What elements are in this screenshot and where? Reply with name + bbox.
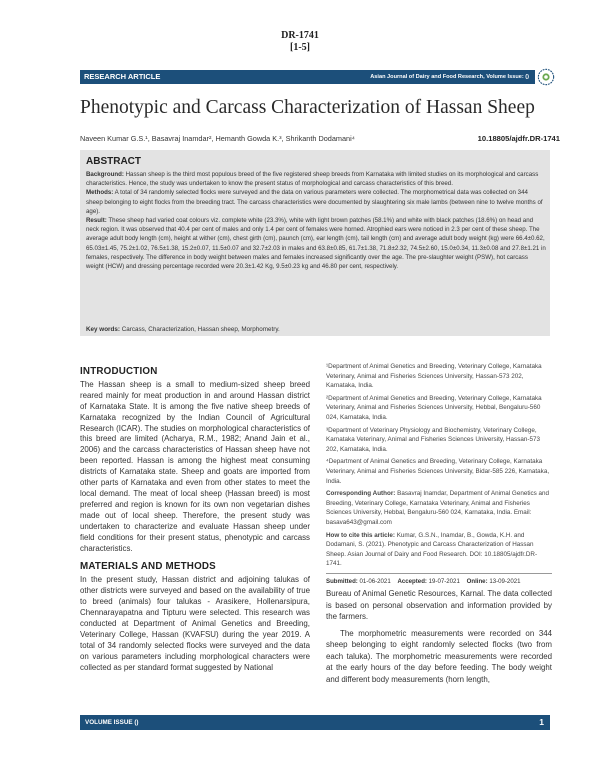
cite-text: Kumar, G.S.N., Inamdar, B., Gowda, K.H. and Dodamani, S. (2021). Phenotypic and Carcass Characterization of Hassan Sheep. Asian Journal of Dairy and Food Research. DOI: 10.18805/ajdfr.DR-1741. — [326, 531, 538, 568]
background-text: Hassan sheep is the third most populous breed of the five registered sheep breeds from Karnataka with limited studies on its morphological and carcass characteristics. Hence, the study was undertaken to know the present status of morphological and carcass characteristics of this breed. — [86, 171, 539, 188]
body-paragraph-1: Bureau of Animal Genetic Resources, Karnal. The data collected is based on personal observation and information provided by the farmers. — [326, 589, 552, 621]
page-range: [1-5] — [290, 42, 310, 53]
corresponding-author — [326, 489, 552, 527]
intro-heading: INTRODUCTION — [80, 366, 158, 377]
page-number: 1 — [539, 717, 544, 727]
affiliation-2: ²Department of Animal Genetics and Breeding, Veterinary College, Karnataka Veterinary, Animal and Fisheries Sciences University, Hebbal, Bengaluru-560 024, Karnataka, India. — [326, 394, 542, 421]
methods-heading: MATERIALS AND METHODS — [80, 561, 216, 573]
methods-text: A total of 34 randomly selected flocks were surveyed and the data on various parameters were collected. The morphometrical data was collected on 344 sheep belonging to eight flocks from the breeding tract. The carcass characteristics were documented by slaughtering six male lambs (between nine to twelve months of age). — [86, 189, 543, 215]
journal-name: Asian Journal of Dairy and Food Research, Volume Issue: () — [370, 74, 529, 80]
submitted-label: Submitted: — [326, 577, 358, 585]
accepted-label: Accepted: — [397, 577, 427, 585]
affiliation-3: ³Department of Veterinary Physiology and Biochemistry, Veterinary College, Karnataka Veterinary, Animal and Fisheries Sciences University, Hassan-573 202, Karnataka, India. — [326, 426, 540, 453]
result-text: These sheep had varied coat colours viz. complete white (23.3%), white with light brown patches (58.1%) and white with black patches (18.6%) on head and neck region. It was observed that 40.4 per cent of males and only 1.4 per cent of females were horned. Atrophied ears were noticed in 2.3 per cent of these sheep. The average adult body length (cm), height at wither (cm), chest girth (cm), paunch (cm), ear length (cm), tail length (cm) and average adult body weight (kg) were 66.4±0.62, 65.03±1.45, 75.2±1.02, 76.5±1.38, 15.2±0.07, 11.5±0.07 and 32.7±2.03 in males and 63.8±0.85, 61.7±1.38, 71.8±2.32, 74.5±2.60, 15.0±0.34, 11.3±0.08 and 27.8±1.21 in females, respectively. The difference in body weight between males and females increased significantly over the age. The pre-slaughter weight (PSW), hot carcass weight (HCW) and dressing percentage recorded were 20.3±1.42 Kg, 9.5±0.23 kg and 46.80 per cent, respectively. — [86, 217, 546, 271]
volume-issue: VOLUME ISSUE () — [85, 719, 139, 726]
methods-label: Methods: — [86, 189, 114, 197]
cite-label: How to cite this article: — [326, 531, 395, 539]
keywords-text: Carcass, Characterization, Hassan sheep, Morphometry. — [121, 326, 280, 333]
abstract-body — [86, 170, 546, 271]
footer-band — [80, 715, 550, 730]
accepted-date: 19-07-2021 — [428, 577, 460, 585]
body-paragraph-2: The morphometric measurements were recorded on 344 sheep belonging to eight randomly selected flocks (two from each taluka). The morphometric measurements were recorded at the early hours of the day before feeding. The body weight and different body measurements (horn length, — [326, 628, 552, 684]
keywords-label: Key words: — [86, 326, 120, 333]
submitted-date: 01-06-2021 — [359, 577, 391, 585]
author-list: Naveen Kumar G.S.¹, Basavraj Inamdar², Hemanth Gowda K.³, Shrikanth Dodamani⁴ — [80, 134, 355, 143]
left-column — [80, 367, 310, 681]
journal-seal-icon — [537, 68, 555, 86]
corresponding-label: Corresponding Author: — [326, 490, 396, 498]
abstract-heading: ABSTRACT — [86, 156, 141, 167]
result-label: Result: — [86, 217, 107, 225]
article-type: RESEARCH ARTICLE — [84, 72, 161, 81]
online-label: Online: — [466, 577, 488, 585]
citation — [326, 531, 552, 569]
right-column-notes — [326, 362, 552, 586]
header-band — [80, 70, 535, 84]
article-title: Phenotypic and Carcass Characterization of Hassan Sheep — [80, 97, 535, 118]
affiliation-1: ¹Department of Animal Genetics and Breeding, Veterinary College, Karnataka Veterinary, Animal and Fisheries Sciences University, Hassan-573 202, Karnataka, India. — [326, 363, 542, 390]
online-date: 13-09-2021 — [489, 577, 521, 585]
methods-text: In the present study, Hassan district and adjoining talukas of other districts were surveyed and based on the availability of true to breed (animals) four talukas - Arasikere, Hollenarsipura, Chennarayapatna and Tipturu were selected. This research was conducted at Department of Animal Genetics and Breeding, Veterinary College, Hassan (KVAFSU) during the year 2019. A total of 34 randomly selected flocks were surveyed and the data on various parameters including morphological characters were collected as per standard format suggested by National — [80, 575, 310, 672]
background-label: Background: — [86, 171, 124, 178]
corresponding-text: Basavraj Inamdar, Department of Animal Genetics and Breeding, Veterinary College, Karnataka Veterinary, Animal and Fisheries Sciences University, Hebbal, Bengaluru-560 024, Karnataka, India. Email: basava643@gmail.com — [326, 490, 550, 526]
doi-link[interactable]: 10.18805/ajdfr.DR-1741 — [477, 134, 560, 143]
keywords — [86, 326, 280, 333]
right-column-body — [326, 588, 552, 690]
dates-line — [326, 573, 552, 587]
document-id — [0, 30, 600, 54]
affiliation-4: ⁴Department of Animal Genetics and Breeding, Veterinary College, Karnataka Veterinary, Animal and Fisheries Sciences University, Bidar-585 226, Karnataka, India. — [326, 458, 550, 485]
intro-text: The Hassan sheep is a small to medium-sized sheep breed reared mainly for meat production in and around Hassan district of Karnataka State. It is among the five native sheep breeds of Karnataka recognized by the Indian Council of Agricultural Research (ICAR). The studies on morphological characteristics of this breed are limited (Acharya, R.M., 1982; Anand Jain et al., 2006) and the carcass characteristics of Hassan sheep have not been reported. Hassan is among the highest meat consuming districts of Karnataka state. Sheep and goats are imported from other parts of Karnataka and even from other states to meet the local demand. The meat of local sheep (Hassan breed) is most preferred and region is known for its own non vegetarian dishes made out of local sheep. Therefore, the present study was undertaken to characterize and evaluate Hassan sheep under field conditions for their present status, phenotypic and carcass characteristics. — [80, 379, 310, 553]
doc-number: DR-1741 — [281, 30, 319, 41]
